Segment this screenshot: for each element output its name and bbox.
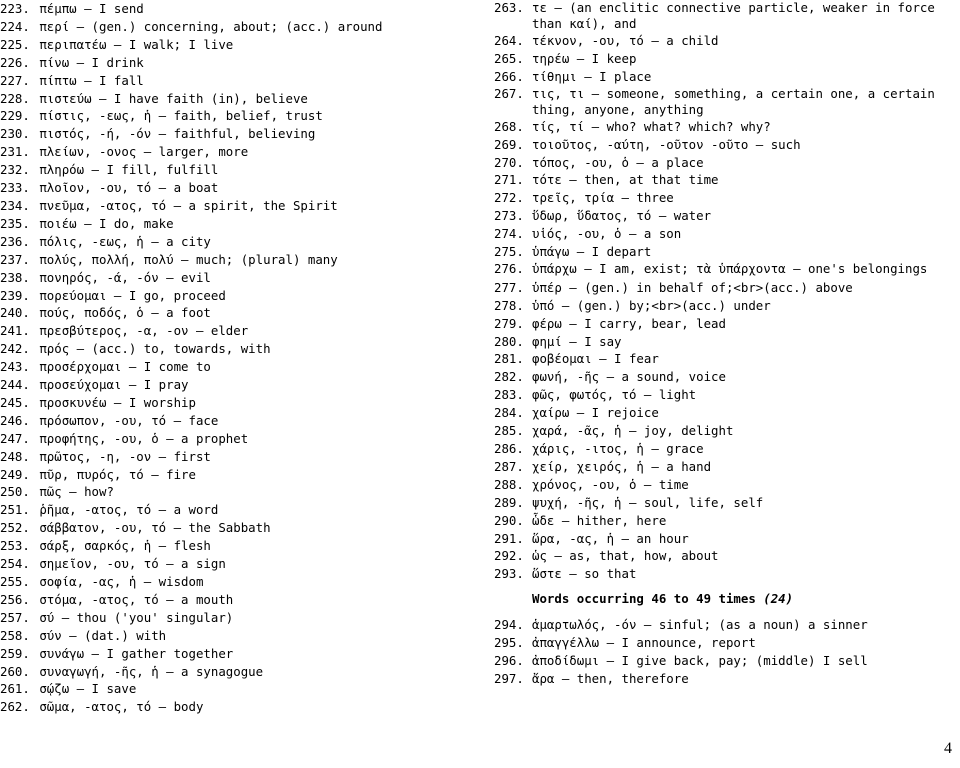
entry-number: 261. bbox=[0, 681, 30, 697]
vocab-entry bbox=[0, 269, 480, 287]
entry-number: 257. bbox=[0, 609, 30, 625]
entry-text: πνεῦμα, -ατος, τό – a spirit, the Spirit bbox=[39, 197, 338, 213]
entry-text: πέμπω – I send bbox=[39, 1, 144, 16]
entry-text: πλείων, -ονος – larger, more bbox=[39, 144, 249, 160]
entry-number: 232. bbox=[0, 162, 30, 178]
entry-number: 278. bbox=[494, 297, 524, 313]
entry-text: φωνή, -ῆς – a sound, voice bbox=[532, 369, 726, 385]
entry-text: τέκνον, -ου, τό – a child bbox=[532, 33, 719, 48]
entry-number: 258. bbox=[0, 627, 30, 643]
vocab-entry bbox=[494, 616, 946, 634]
entry-number: 266. bbox=[494, 68, 524, 84]
entry-number: 241. bbox=[0, 323, 30, 339]
entry-text: συνάγω – I gather together bbox=[39, 645, 234, 661]
vocab-entry bbox=[0, 215, 480, 233]
entry-number: 224. bbox=[0, 18, 30, 34]
entry-text: υἱός, -ου, ὁ – a son bbox=[532, 226, 682, 242]
entry-number: 239. bbox=[0, 287, 30, 303]
vocab-entry bbox=[0, 107, 480, 125]
entry-text: χρόνος, -ου, ὁ – time bbox=[532, 476, 689, 492]
entry-text: ποιέω – I do, make bbox=[39, 215, 174, 231]
vocab-entry bbox=[0, 322, 480, 340]
entry-number: 243. bbox=[0, 359, 30, 375]
vocab-entry bbox=[494, 261, 946, 279]
entry-text: πόλις, -εως, ἡ – a city bbox=[39, 233, 211, 249]
vocab-entry bbox=[494, 118, 946, 136]
entry-number: 255. bbox=[0, 574, 30, 589]
entry-number: 293. bbox=[494, 566, 524, 582]
vocab-entry bbox=[494, 547, 946, 565]
vocab-entry bbox=[0, 627, 480, 645]
vocab-entry bbox=[0, 179, 480, 197]
vocab-entry bbox=[494, 404, 946, 422]
vocab-entry bbox=[0, 448, 480, 466]
entry-text: χαίρω – I rejoice bbox=[532, 405, 659, 421]
entry-number: 281. bbox=[494, 351, 524, 367]
entry-number: 275. bbox=[494, 244, 524, 260]
entry-text: πρός – (acc.) to, towards, with bbox=[39, 341, 271, 357]
entry-number: 288. bbox=[494, 476, 524, 492]
entry-number: 289. bbox=[494, 494, 524, 510]
entry-text: σῶμα, -ατος, τό – body bbox=[39, 699, 204, 715]
entry-text: τοιοῦτος, -αύτη, -οῦτον -οῦτο – such bbox=[532, 136, 801, 152]
entry-number: 249. bbox=[0, 466, 30, 482]
entry-text: ὑπάρχω – I am, exist; τὰ ὑπάρχοντα – one's belongings bbox=[532, 260, 928, 276]
entry-number: 290. bbox=[494, 512, 524, 528]
entry-number: 237. bbox=[0, 251, 30, 267]
entry-number: 268. bbox=[494, 118, 524, 134]
entry-number: 260. bbox=[0, 663, 30, 679]
vocab-entry bbox=[0, 304, 480, 322]
vocab-entry bbox=[0, 591, 480, 609]
entry-number: 264. bbox=[494, 33, 524, 48]
entry-text: προσέρχομαι – I come to bbox=[39, 359, 211, 375]
vocab-entry bbox=[0, 376, 480, 394]
entry-text: περί – (gen.) concerning, about; (acc.) around bbox=[39, 18, 383, 34]
entry-number: 236. bbox=[0, 233, 30, 249]
entry-text: σῴζω – I save bbox=[39, 681, 137, 697]
entry-text: τόπος, -ου, ὁ – a place bbox=[532, 154, 704, 170]
entry-text: ὑπέρ – (gen.) in behalf of;<br>(acc.) above bbox=[532, 279, 853, 295]
entry-number: 265. bbox=[494, 50, 524, 66]
vocab-entry bbox=[0, 340, 480, 358]
vocab-entry bbox=[494, 189, 946, 207]
entry-text: πῦρ, πυρός, τό – fire bbox=[39, 466, 196, 482]
entry-text: ῥῆμα, -ατος, τό – a word bbox=[39, 502, 219, 518]
entry-number: 283. bbox=[494, 387, 524, 403]
entry-text: πρῶτος, -η, -ον – first bbox=[39, 448, 211, 464]
entry-text: τρεῖς, τρία – three bbox=[532, 190, 674, 206]
entry-number: 226. bbox=[0, 54, 30, 70]
entry-text: τίς, τί – who? what? which? why? bbox=[532, 118, 771, 134]
entry-text: στόμα, -ατος, τό – a mouth bbox=[39, 591, 234, 607]
entry-number: 269. bbox=[494, 136, 524, 152]
entry-text: σοφία, -ας, ἡ – wisdom bbox=[39, 574, 204, 589]
entry-text: πρεσβύτερος, -α, -ον – elder bbox=[39, 323, 249, 339]
entry-number: 262. bbox=[0, 699, 30, 715]
entry-text: προσεύχομαι – I pray bbox=[39, 377, 189, 393]
entry-text: ἁμαρτωλός, -όν – sinful; (as a noun) a sinner bbox=[532, 617, 868, 633]
entry-text: προσκυνέω – I worship bbox=[39, 394, 196, 410]
entry-number: 223. bbox=[0, 1, 30, 16]
vocab-entry bbox=[494, 279, 946, 297]
left-column bbox=[0, 0, 480, 716]
vocab-entry bbox=[494, 652, 946, 670]
entry-text: πιστεύω – I have faith (in), believe bbox=[39, 90, 308, 106]
vocab-entry bbox=[494, 315, 946, 333]
entry-text: τις, τι – someone, something, a certain one, a certain thing, anyone, anything bbox=[532, 85, 935, 117]
entry-number: 291. bbox=[494, 530, 524, 546]
entry-text: πληρόω – I fill, fulfill bbox=[39, 162, 219, 178]
vocab-entry bbox=[0, 501, 480, 519]
entry-text: σύν – (dat.) with bbox=[39, 627, 167, 643]
vocab-entry bbox=[0, 698, 480, 716]
entry-number: 225. bbox=[0, 36, 30, 52]
vocab-entry bbox=[0, 72, 480, 90]
entry-text: φῶς, φωτός, τό – light bbox=[532, 387, 697, 403]
vocab-entry bbox=[494, 68, 946, 86]
entry-number: 280. bbox=[494, 333, 524, 349]
entry-text: πορεύομαι – I go, proceed bbox=[39, 287, 226, 303]
vocab-entry bbox=[0, 519, 480, 537]
entry-text: πίστις, -εως, ἡ – faith, belief, trust bbox=[39, 108, 323, 124]
entry-text: πρόσωπον, -ου, τό – face bbox=[39, 412, 219, 428]
section-heading bbox=[532, 591, 946, 606]
entry-text: ἀπαγγέλλω – I announce, report bbox=[532, 635, 756, 651]
entry-number: 252. bbox=[0, 520, 30, 536]
entry-number: 272. bbox=[494, 190, 524, 206]
entry-text: ὑπάγω – I depart bbox=[532, 244, 652, 260]
entry-number: 297. bbox=[494, 670, 524, 686]
entry-text: συναγωγή, -ῆς, ἡ – a synagogue bbox=[39, 663, 264, 679]
entry-text: ὑπό – (gen.) by;<br>(acc.) under bbox=[532, 297, 771, 313]
vocab-entry bbox=[0, 36, 480, 54]
entry-number: 244. bbox=[0, 377, 30, 393]
vocab-entry bbox=[0, 143, 480, 161]
entry-text: προφήτης, -ου, ὁ – a prophet bbox=[39, 430, 249, 446]
entry-text: χάρις, -ιτος, ἡ – grace bbox=[532, 441, 704, 457]
entry-number: 231. bbox=[0, 144, 30, 160]
entry-number: 287. bbox=[494, 458, 524, 474]
vocab-entry bbox=[0, 54, 480, 72]
vocab-entry bbox=[0, 251, 480, 269]
entry-text: τότε – then, at that time bbox=[532, 172, 719, 188]
entry-number: 277. bbox=[494, 279, 524, 295]
vocab-entry bbox=[494, 86, 946, 118]
entry-number: 282. bbox=[494, 369, 524, 385]
vocab-entry bbox=[0, 233, 480, 251]
entry-number: 235. bbox=[0, 215, 30, 231]
entry-text: φέρω – I carry, bear, lead bbox=[532, 315, 726, 331]
entry-number: 230. bbox=[0, 126, 30, 142]
entry-number: 234. bbox=[0, 197, 30, 213]
right-column-entries-after bbox=[494, 616, 946, 688]
entry-text: ἀποδίδωμι – I give back, pay; (middle) I sell bbox=[532, 653, 868, 669]
entry-number: 227. bbox=[0, 72, 30, 88]
entry-number: 242. bbox=[0, 341, 30, 357]
entry-number: 263. bbox=[494, 0, 524, 15]
vocab-entry bbox=[0, 287, 480, 305]
vocab-entry bbox=[0, 0, 480, 18]
entry-text: σάρξ, σαρκός, ἡ – flesh bbox=[39, 538, 211, 554]
vocab-entry bbox=[494, 440, 946, 458]
vocab-entry bbox=[0, 573, 480, 591]
vocab-entry bbox=[494, 297, 946, 315]
vocab-entry bbox=[0, 680, 480, 698]
entry-number: 238. bbox=[0, 269, 30, 285]
vocab-entry bbox=[494, 565, 946, 583]
vocab-entry bbox=[494, 50, 946, 68]
vocab-entry bbox=[0, 466, 480, 484]
entry-text: πονηρός, -ά, -όν – evil bbox=[39, 269, 211, 285]
entry-text: σημεῖον, -ου, τό – a sign bbox=[39, 556, 226, 572]
entry-number: 285. bbox=[494, 423, 524, 439]
vocab-entry bbox=[0, 609, 480, 627]
vocab-entry bbox=[494, 32, 946, 50]
entry-number: 251. bbox=[0, 502, 30, 518]
entry-number: 267. bbox=[494, 85, 524, 101]
vocab-entry bbox=[494, 243, 946, 261]
entry-text: πίνω – I drink bbox=[39, 54, 144, 70]
entry-text: πῶς – how? bbox=[39, 484, 114, 500]
vocab-entry bbox=[0, 125, 480, 143]
vocab-entry bbox=[0, 394, 480, 412]
vocab-entry bbox=[0, 483, 480, 501]
entry-text: σάββατον, -ου, τό – the Sabbath bbox=[39, 520, 271, 536]
vocab-entry bbox=[494, 225, 946, 243]
vocab-entry bbox=[0, 358, 480, 376]
entry-number: 295. bbox=[494, 635, 524, 651]
entry-number: 292. bbox=[494, 548, 524, 564]
vocab-entry bbox=[0, 412, 480, 430]
entry-number: 279. bbox=[494, 315, 524, 331]
vocab-entry bbox=[494, 634, 946, 652]
entry-number: 248. bbox=[0, 448, 30, 464]
entry-number: 294. bbox=[494, 617, 524, 633]
entry-text: σύ – thou ('you' singular) bbox=[39, 609, 234, 625]
vocab-entry bbox=[494, 458, 946, 476]
vocab-entry bbox=[0, 663, 480, 681]
entry-text: πούς, ποδός, ὁ – a foot bbox=[39, 305, 211, 321]
vocab-entry bbox=[494, 368, 946, 386]
entry-text: ὕδωρ, ὕδατος, τό – water bbox=[532, 208, 712, 224]
vocab-entry bbox=[0, 18, 480, 36]
entry-number: 253. bbox=[0, 538, 30, 554]
vocab-entry bbox=[0, 645, 480, 663]
vocab-entry bbox=[494, 386, 946, 404]
vocab-entry bbox=[494, 350, 946, 368]
entry-number: 276. bbox=[494, 260, 524, 276]
section-heading-text: Words occurring 46 to 49 times bbox=[532, 591, 756, 607]
entry-number: 273. bbox=[494, 208, 524, 224]
entry-number: 246. bbox=[0, 412, 30, 428]
right-column bbox=[494, 0, 946, 688]
entry-number: 286. bbox=[494, 441, 524, 457]
right-column-entries bbox=[494, 0, 946, 583]
entry-number: 245. bbox=[0, 394, 30, 410]
entry-text: πλοῖον, -ου, τό – a boat bbox=[39, 180, 219, 196]
vocab-entry bbox=[0, 90, 480, 108]
entry-text: χαρά, -ᾶς, ἡ – joy, delight bbox=[532, 423, 734, 439]
entry-number: 270. bbox=[494, 154, 524, 170]
entry-text: χείρ, χειρός, ἡ – a hand bbox=[532, 458, 712, 474]
entry-text: ὡς – as, that, how, about bbox=[532, 548, 719, 564]
vocab-entry bbox=[0, 197, 480, 215]
vocab-entry bbox=[494, 422, 946, 440]
entry-text: τίθημι – I place bbox=[532, 68, 652, 84]
entry-text: πίπτω – I fall bbox=[39, 72, 144, 88]
page-number: 4 bbox=[944, 740, 952, 757]
vocab-entry bbox=[494, 670, 946, 688]
entry-text: φοβέομαι – I fear bbox=[532, 351, 659, 367]
vocab-entry bbox=[0, 537, 480, 555]
entry-text: τηρέω – I keep bbox=[532, 50, 637, 66]
entry-number: 229. bbox=[0, 108, 30, 124]
entry-number: 259. bbox=[0, 645, 30, 661]
section-heading-count: (24) bbox=[763, 591, 794, 607]
entry-text: ὥστε – so that bbox=[532, 566, 637, 582]
vocab-entry bbox=[494, 154, 946, 172]
entry-number: 274. bbox=[494, 226, 524, 242]
vocab-entry bbox=[494, 171, 946, 189]
vocab-entry bbox=[0, 430, 480, 448]
entry-text: ὥρα, -ας, ἡ – an hour bbox=[532, 530, 689, 546]
vocab-entry bbox=[494, 207, 946, 225]
entry-number: 247. bbox=[0, 430, 30, 446]
entry-number: 271. bbox=[494, 172, 524, 188]
entry-text: πιστός, -ή, -όν – faithful, believing bbox=[39, 126, 316, 142]
entry-number: 254. bbox=[0, 556, 30, 572]
entry-number: 233. bbox=[0, 180, 30, 196]
entry-number: 250. bbox=[0, 484, 30, 500]
entry-text: ἄρα – then, therefore bbox=[532, 670, 689, 686]
vocab-entry bbox=[0, 555, 480, 573]
vocab-entry bbox=[494, 136, 946, 154]
vocab-entry bbox=[494, 476, 946, 494]
entry-text: τε – (an enclitic connective particle, weaker in force than καί), and bbox=[532, 0, 935, 31]
vocab-entry bbox=[494, 333, 946, 351]
entry-number: 228. bbox=[0, 90, 30, 106]
vocab-entry bbox=[494, 494, 946, 512]
entry-number: 296. bbox=[494, 653, 524, 669]
vocab-entry bbox=[0, 161, 480, 179]
entry-text: ψυχή, -ῆς, ἡ – soul, life, self bbox=[532, 494, 764, 510]
entry-text: πολύς, πολλή, πολύ – much; (plural) many bbox=[39, 251, 338, 267]
vocab-entry bbox=[494, 0, 946, 32]
entry-number: 240. bbox=[0, 305, 30, 321]
entry-number: 284. bbox=[494, 405, 524, 421]
vocab-entry bbox=[494, 530, 946, 548]
entry-text: ὧδε – hither, here bbox=[532, 512, 667, 528]
entry-text: φημί – I say bbox=[532, 333, 622, 349]
entry-number: 256. bbox=[0, 591, 30, 607]
entry-text: περιπατέω – I walk; I live bbox=[39, 36, 234, 52]
vocab-entry bbox=[494, 512, 946, 530]
